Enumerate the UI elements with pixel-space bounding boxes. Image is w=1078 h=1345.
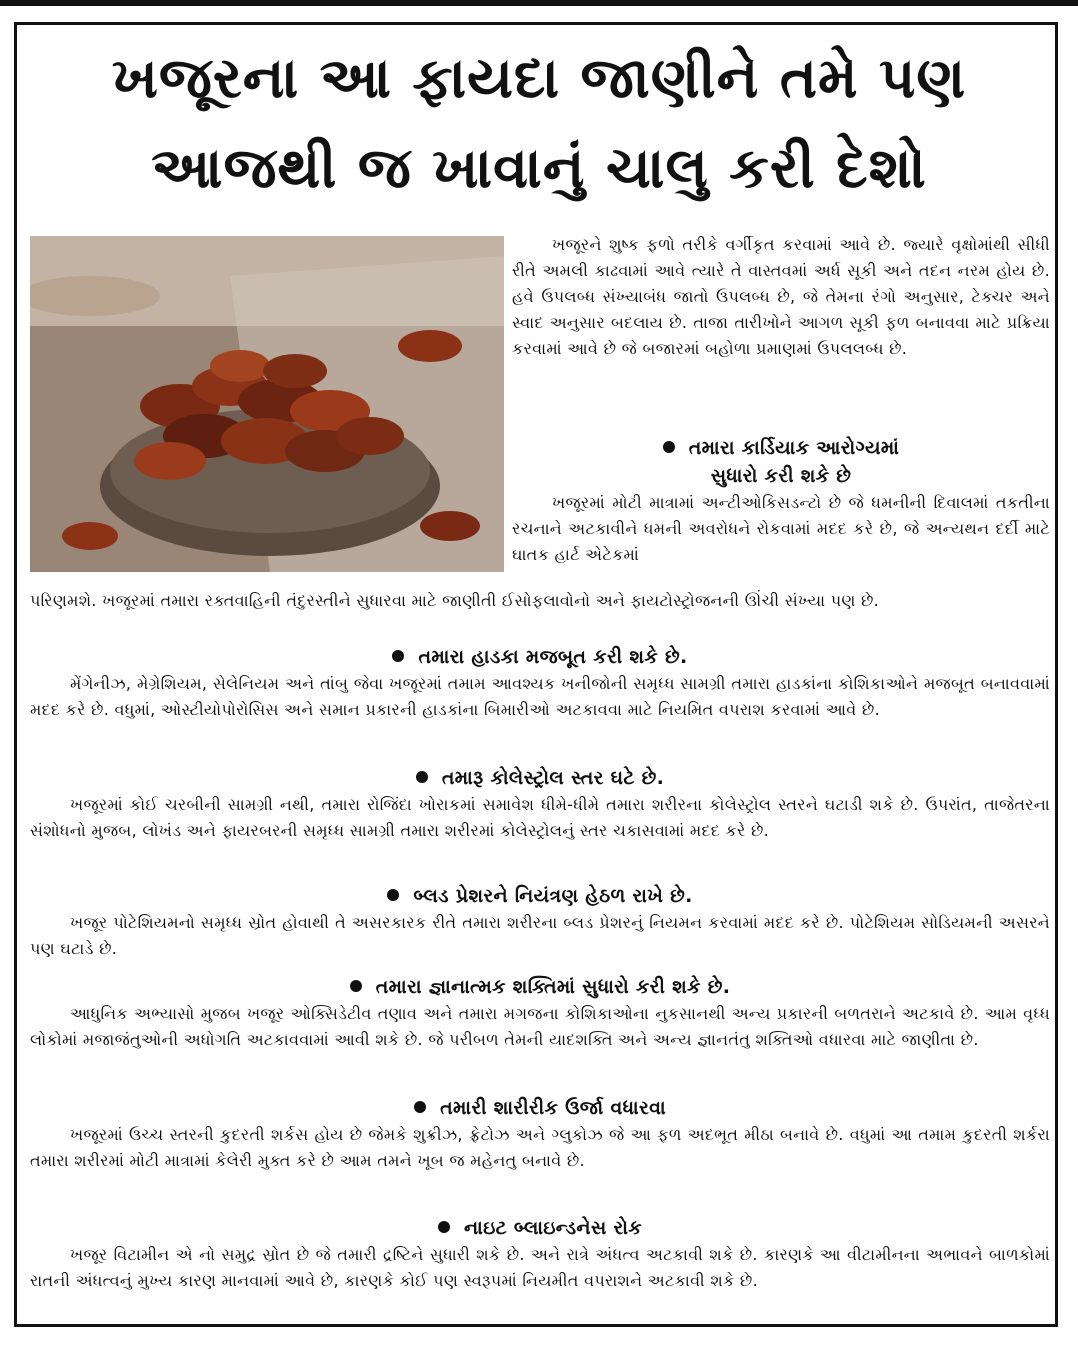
section-heading-line-2: સુધારો કરી શકે છે [710,465,852,487]
section-cardiac-continued [30,588,1050,614]
section-body: ખજૂર પોટેશિયમનો સમૃધ્ધ સ્રોત હોવાથી તે અસરકારક રીતે તમારા શરીરના બ્લડ પ્રેશરનું નિયમન કરવામાં મદદ કરે છે. પોટેશિયમ સોડિયમની અસરને પણ ઘટાડે છે. [30,913,1050,958]
bullet-icon [438,1221,450,1233]
section-cognitive [30,973,1050,1053]
headline [22,34,1056,214]
section-body: ખજૂરમાં મોટી માત્રામાં અન્ટીઓકિસડન્ટો છે જે ધમનીની દિવાલમાં તકતીના રચનાને અટકાવીને ધમની અવરોધને રોકવામાં મદદ કરે છે, જે અન્યથન દર્દી માટે ઘાતક હાર્ટ એટેકમાં [512,493,1050,564]
section-heading [30,764,1050,792]
dates-bowl-photo [30,236,504,572]
section-heading [30,1214,1050,1242]
section-heading-text: તમારી શારીરીક ઉર્જા વધારવા [440,1097,666,1119]
intro-text: ખજૂરને શુષ્ક ફળો તરીકે વર્ગીકૃત કરવામાં આવે છે. જ્યારે વૃક્ષોમાંથી સીધી રીતે અમલી કાઢવામાં આવે ત્યારે તે વાસ્તવમાં અર્ધ સૂકી અને તદન નરમ હોય છે. હવે ઉપલબ્ધ સંખ્યાબંધ જાતો ઉપલબ્ધ છે, જે તેમના રંગો અનુસાર, ટેક્ચર અને સ્વાદ અનુસાર બદલાય છે. તાજા તારીખોને આગળ સૂકી ફળ બનાવવા માટે પ્રક્રિયા કરવામાં આવે છે જે બજારમાં બહોળા પ્રમાણમાં ઉપલલબ્ધ છે. [512,235,1050,358]
bullet-icon [414,1101,426,1113]
section-heading-text: બ્લડ પ્રેશરને નિયંત્રણ હેઠળ રાખે છે. [413,885,693,907]
section-heading [30,1094,1050,1122]
section-heading [30,973,1050,1001]
bullet-icon [350,980,362,992]
section-body-continued: પરિણમશે. ખજૂરમાં તમારા રક્તવાહિની તંદુરસ્તીને સુધારવા માટે જાણીતી ઈસોફલાવોનો અને ફાયટોસ્ટ્રોજનની ઊંચી સંખ્યા પણ છે. [30,591,880,610]
section-body: ખજૂરમાં કોઈ ચરબીની સામગ્રી નથી, તમારા રોજિંદા ખોરાકમાં સમાવેશ ધીમે-ધીમે તમારા શરીરના કોલેસ્ટ્રોલ સ્તરને ઘટાડી શકે છે. ઉપરાંત, તાજેતરના સંશોધનો મુજબ, લોખંડ અને ફાયરબરની સમૃધ્ધ સામગ્રી તમારા શરીરમાં કોલેસ્ટ્રોલનું સ્તર ચકાસવામાં મદદ કરે છે. [30,795,1050,840]
section-heading [512,434,1050,462]
section-energy [30,1094,1050,1174]
section-body: આધુનિક અભ્યાસો મુજબ ખજૂર ઓક્સિડેટીવ તણાવ અને તમારા મગજના કોશિકાઓના નુકસાનથી અન્ય પ્રકારની બળતરાને અટકાવે છે. આમ વૃધ્ધ લોકોમાં મજાજંતુઓની અધોગતિ અટકાવવામાં આવી શકે છે. જે પરીબળ તેમની યાદશક્તિ અને અન્ય જ્ઞાનતંતુ શક્તિઓ વધારવા માટે જાણીતા છે. [30,1004,1050,1049]
section-body: ખજૂરમાં ઉચ્ચ સ્તરની કુદરતી શર્કસ હોય છે જેમકે શુક્રીઝ, ફ્રેટોઝ અને ગ્લુકોઝ જે આ ફળ અદભૂત મીઠા બનાવે છે. વધુમાં આ તમામ કુદરતી શર્કરા તમારા શરીરમાં મોટી માત્રામાં કેલેરી મુક્ત કરે છે આમ તમને ખૂબ જ મહેનતુ બનાવે છે. [30,1125,1050,1170]
intro-paragraph [512,232,1050,362]
section-heading [30,882,1050,910]
section-heading [30,643,1050,671]
section-heading-text: તમારા જ્ઞાનાત્મક શક્તિમાં સુધારો કરી શકે છે. [375,976,731,998]
bullet-icon [663,441,675,453]
top-rule [0,0,1078,6]
section-cardiac [512,434,1050,568]
bullet-icon [392,650,404,662]
headline-line-2: આજથી જ ખાવાનું ચાલુ કરી દેશો [151,136,927,201]
section-blood-pressure [30,882,1050,962]
bullet-icon [416,771,428,783]
bullet-icon [387,889,399,901]
section-body: મેંગેનીઝ, મેગ્રેશિયમ, સેલેનિયમ અને તાંબુ જેવા ખજૂરમાં તમામ આવશ્યક ખનીજોની સમૃધ્ધ સામગ્રી તમારા હાડકાંના કોશિકાઓને મજબૂત બનાવવામાં મદદ કરે છે. વધુમાં, ઓસ્ટીયોપોરોસિસ અને સમાન પ્રકારની હાડકાંના બિમારીઓ અટકાવવા માટે નિયમિત વપરાશ કરવામાં આવે છે. [30,674,1050,719]
section-bones [30,643,1050,723]
section-night-blindness [30,1214,1050,1294]
section-body: ખજૂર વિટામીન એ નો સમુદ્ર સ્રોત છે જે તમારી દ્રષ્ટિને સુધારી શકે છે. અને રાત્રે અંધત્વ અટકાવી શકે છે. કારણકે આ વીટામીનના અભાવને બાળકોમાં રાતની અંધત્વનું મુખ્ય કારણ માનવામાં આવે છે, કારણકે કોઈ પણ સ્વરૂપમાં નિયમીત વપરાશને અટકાવી શકે છે. [30,1245,1050,1290]
section-heading-text: તમારા હાડકા મજબૂત કરી શકે છે. [418,646,688,668]
section-cholesterol [30,764,1050,844]
section-heading-text: તમારૂ કોલેસ્ટ્રોલ સ્તર ઘટે છે. [441,767,665,789]
section-heading-line-1: તમારા કાર્ડિયાક આરોગ્યમાં [688,437,900,459]
headline-line-1: ખજૂરના આ ફાયદા જાણીને તમે પણ [111,46,967,111]
dates-bowl-illustration [30,236,504,572]
section-heading-text: નાઇટ બ્લાઇન્ડનેસ રોક [463,1217,643,1239]
